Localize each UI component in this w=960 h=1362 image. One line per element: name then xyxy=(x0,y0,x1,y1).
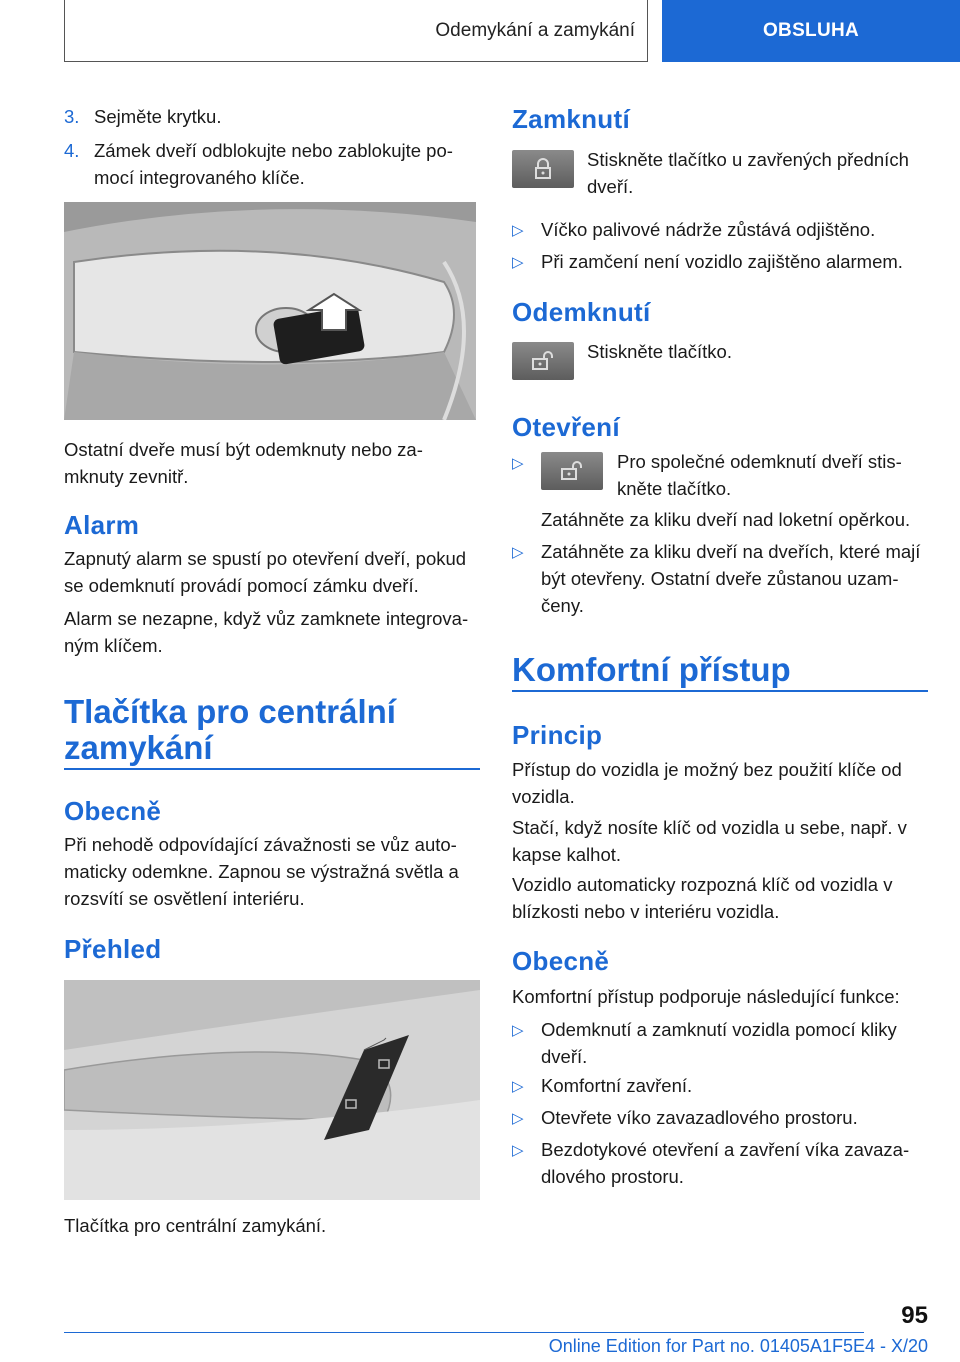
list-item: Komfortní zavření. xyxy=(541,1075,693,1096)
chapter-title-central-locking: zamykání xyxy=(64,729,213,766)
central-lock-buttons-photo xyxy=(64,980,480,1200)
paragraph-text: Vozidlo automaticky rozpozná klíč od vozidla v xyxy=(512,874,893,895)
list-item: dveří. xyxy=(541,1046,588,1067)
paragraph-text: Při nehodě odpovídající závažnosti se vůz auto- xyxy=(64,834,457,855)
padlock-open-icon xyxy=(560,461,584,481)
list-item: Otevřete víko zavazadlového prostoru. xyxy=(541,1107,858,1128)
list-item: čeny. xyxy=(541,595,584,616)
paragraph-text: vozidla. xyxy=(512,786,575,807)
figure-caption: Tlačítka pro centrální zamykání. xyxy=(64,1215,327,1236)
bullet-icon: ▷ xyxy=(512,1022,524,1039)
paragraph-text: Alarm se nezapne, když vůz zamknete integrova- xyxy=(64,608,469,629)
section-title-principle: Princip xyxy=(512,720,603,750)
title-rule xyxy=(512,690,928,692)
list-item: Bezdotykové otevření a zavření víka zavaza- xyxy=(541,1139,910,1160)
padlock-closed-icon xyxy=(533,158,553,180)
paragraph-text: ným klíčem. xyxy=(64,635,163,656)
footer-rule xyxy=(64,1332,864,1333)
bullet-icon: ▷ xyxy=(512,1078,524,1095)
paragraph-text: Zatáhněte za kliku dveří nad loketní opěrkou. xyxy=(541,509,911,530)
chapter-tab[interactable]: OBSLUHA xyxy=(662,0,960,62)
paragraph-text: Stiskněte tlačítko u zavřených předních xyxy=(587,149,909,170)
paragraph-text: Stačí, když nosíte klíč od vozidla u sebe, např. v xyxy=(512,817,907,838)
paragraph-text: Stiskněte tlačítko. xyxy=(587,341,732,362)
paragraph-text: Zapnutý alarm se spustí po otevření dveří, pokud xyxy=(64,548,467,569)
bullet-icon: ▷ xyxy=(512,544,524,561)
edition-footer: Online Edition for Part no. 01405A1F5E4 - X/20 xyxy=(548,1336,928,1356)
section-title-alarm: Alarm xyxy=(64,510,140,540)
step-text: Sejměte krytku. xyxy=(94,106,222,127)
list-item: Zatáhněte za kliku dveří na dveřích, které mají xyxy=(541,541,921,562)
paragraph-text: mknuty zevnitř. xyxy=(64,466,189,487)
bullet-icon: ▷ xyxy=(512,254,524,271)
chapter-title-central-locking: Tlačítka pro centrální xyxy=(64,693,396,730)
bullet-icon: ▷ xyxy=(512,222,524,239)
central-lock-buttons-illustration xyxy=(64,980,480,1200)
paragraph-text: kapse kalhot. xyxy=(512,844,622,865)
page-number: 95 xyxy=(901,1302,928,1329)
section-title-general: Obecně xyxy=(512,946,610,976)
paragraph-text: dveří. xyxy=(587,176,634,197)
unlock-button-image xyxy=(512,342,574,380)
paragraph-text: maticky odemkne. Zapnou se výstražná světla a xyxy=(64,861,459,882)
list-item: Odemknutí a zamknutí vozidla pomocí kliky xyxy=(541,1019,897,1040)
list-item: kněte tlačítko. xyxy=(617,478,732,499)
running-header-section: Odemykání a zamykání xyxy=(64,0,648,62)
bullet-icon: ▷ xyxy=(512,1110,524,1127)
unlock-button-image xyxy=(541,452,603,490)
section-title-open: Otevření xyxy=(512,412,620,442)
list-item: Pro společné odemknutí dveří stis- xyxy=(617,451,902,472)
step-number: 3. xyxy=(64,106,80,127)
title-rule xyxy=(64,768,480,770)
section-title-lock: Zamknutí xyxy=(512,104,630,134)
section-title-overview: Přehled xyxy=(64,934,162,964)
bullet-icon: ▷ xyxy=(512,455,524,472)
paragraph-text: Přístup do vozidla je možný bez použití klíče od xyxy=(512,759,902,780)
padlock-open-icon xyxy=(531,351,555,371)
step-number: 4. xyxy=(64,140,80,161)
paragraph-text: Ostatní dveře musí být odemknuty nebo za- xyxy=(64,439,423,460)
paragraph-text: rozsvítí se osvětlení interiéru. xyxy=(64,888,305,909)
list-item: dlového prostoru. xyxy=(541,1166,684,1187)
paragraph-text: Komfortní přístup podporuje následující funkce: xyxy=(512,986,900,1007)
door-lock-illustration xyxy=(64,202,476,420)
list-item: Při zamčení není vozidlo zajištěno alarmem. xyxy=(541,251,903,272)
paragraph-text: blízkosti nebo v interiéru vozidla. xyxy=(512,901,780,922)
step-text: Zámek dveří odblokujte nebo zablokujte po- xyxy=(94,140,453,161)
chapter-title-comfort-access: Komfortní přístup xyxy=(512,651,791,688)
list-item: být otevřeny. Ostatní dveře zůstanou uzam- xyxy=(541,568,899,589)
list-item: Víčko palivové nádrže zůstává odjištěno. xyxy=(541,219,876,240)
section-title-unlock: Odemknutí xyxy=(512,297,651,327)
lock-button-image xyxy=(512,150,574,188)
section-title-general: Obecně xyxy=(64,796,162,826)
door-lock-photo xyxy=(64,202,476,420)
bullet-icon: ▷ xyxy=(512,1142,524,1159)
step-text: mocí integrovaného klíče. xyxy=(94,167,305,188)
paragraph-text: se odemknutí provádí pomocí zámku dveří. xyxy=(64,575,419,596)
